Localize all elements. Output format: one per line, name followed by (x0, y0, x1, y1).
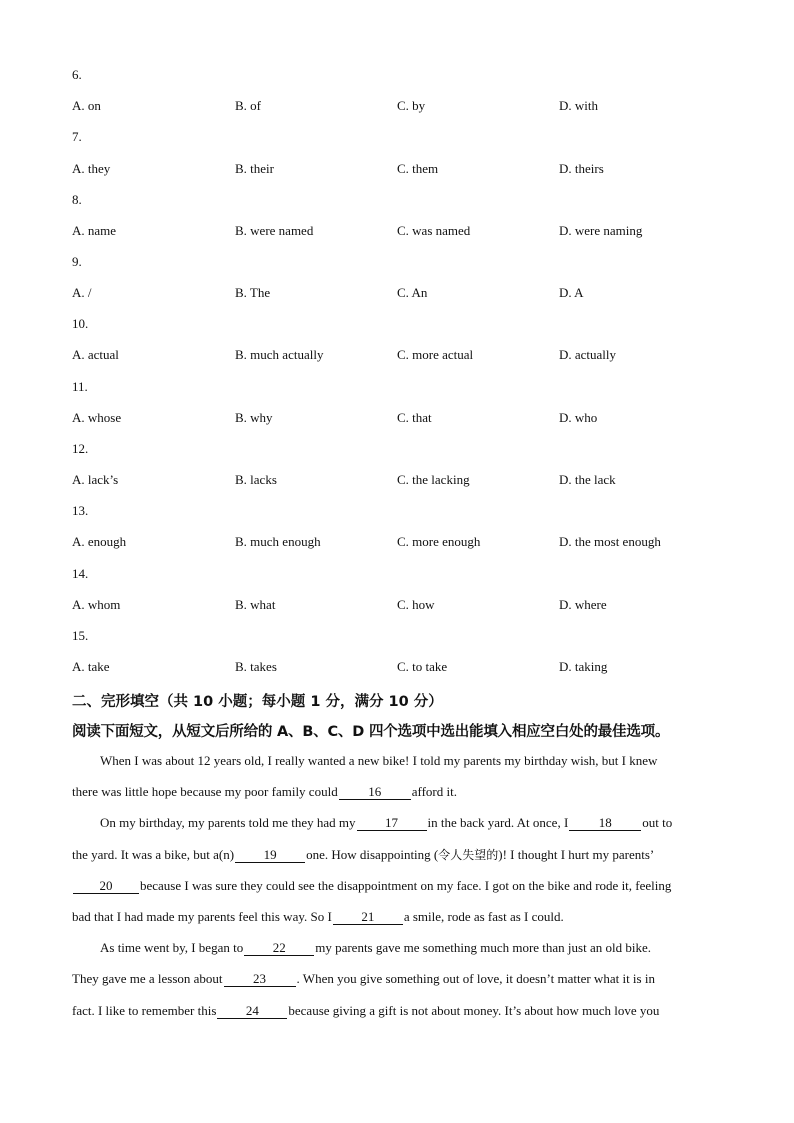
option-b: B. were named (235, 223, 314, 238)
passage-line (72, 970, 655, 988)
option-b: B. takes (235, 659, 277, 674)
passage-line (72, 783, 457, 801)
option-a: A. on (72, 98, 101, 113)
option-b: B. why (235, 410, 273, 425)
passage-text: one. How disappointing ( (306, 847, 439, 862)
option-d: D. were naming (559, 223, 643, 238)
option-c: C. them (397, 161, 439, 176)
option-b: B. The (235, 285, 271, 300)
option-row (72, 285, 732, 301)
option-a: A. take (72, 659, 110, 674)
option-c: C. that (397, 410, 432, 425)
section-instruction: 阅读下面短文，从短文后所给的 A、B、C、D 四个选项中选出能填入相应空白处的最佳选项。 (72, 724, 670, 740)
passage-text: As time went by, I began to (100, 940, 244, 955)
option-a: A. name (72, 223, 117, 238)
option-d: D. taking (559, 659, 608, 674)
option-row (72, 472, 732, 488)
passage-text: When I was about 12 years old, I really wanted a new bike! I told my parents my birthday wish, but I knew (100, 753, 658, 768)
passage-text: On my birthday, my parents told me they had my (100, 815, 356, 830)
option-b: B. lacks (235, 472, 277, 487)
question-number: 6. (72, 67, 82, 82)
blank-20[interactable]: 20 (73, 878, 139, 894)
passage-line (72, 846, 654, 864)
passage-text: fact. I like to remember this (72, 1003, 217, 1018)
question-number: 8. (72, 192, 82, 207)
passage-text: because giving a gift is not about money. It’s about how much love you (288, 1003, 660, 1018)
option-a: A. they (72, 161, 111, 176)
passage-text: )! I thought I hurt my parents’ (498, 847, 655, 862)
option-c: C. was named (397, 223, 471, 238)
passage-line (100, 752, 657, 770)
option-c: C. the lacking (397, 472, 470, 487)
option-a: A. actual (72, 347, 119, 362)
option-row (72, 161, 732, 177)
passage-text: out to (642, 815, 673, 830)
option-c: C. more actual (397, 347, 474, 362)
passage-text: a smile, rode as fast as I could. (403, 909, 564, 924)
passage-text: there was little hope because my poor family could (72, 784, 338, 799)
option-row (72, 659, 732, 675)
blank-17[interactable]: 17 (357, 815, 427, 831)
option-c: C. by (397, 98, 426, 113)
option-c: C. An (397, 285, 428, 300)
option-a: A. / (72, 285, 92, 300)
passage-text: afford it. (411, 784, 457, 799)
option-b: B. much enough (235, 534, 321, 549)
question-number: 12. (72, 441, 89, 456)
blank-23[interactable]: 23 (224, 971, 296, 987)
passage-text: They gave me a lesson about (72, 971, 223, 986)
question-number: 7. (72, 129, 82, 144)
question-number: 13. (72, 503, 89, 518)
question-number: 10. (72, 316, 89, 331)
option-b: B. their (235, 161, 274, 176)
option-row (72, 534, 732, 550)
option-d: D. who (559, 410, 598, 425)
section-title: 二、完形填空（共 10 小题；每小题 1 分，满分 10 分） (72, 694, 443, 710)
blank-19[interactable]: 19 (235, 847, 305, 863)
passage-text: the yard. It was a bike, but a(n) (72, 847, 235, 862)
option-d: D. A (559, 285, 584, 300)
question-number: 14. (72, 566, 89, 581)
passage-text: my parents gave me something much more than just an old bike. (315, 940, 651, 955)
passage-line (72, 877, 671, 895)
option-b: B. much actually (235, 347, 324, 362)
blank-18[interactable]: 18 (569, 815, 641, 831)
blank-16[interactable]: 16 (339, 784, 411, 800)
option-a: A. whom (72, 597, 121, 612)
passage-text: bad that I had made my parents feel this way. So I (72, 909, 332, 924)
passage-text: in the back yard. At once, I (427, 815, 569, 830)
passage-cjk-gloss: 令人失望的 (438, 848, 499, 862)
option-row (72, 410, 732, 426)
option-d: D. the lack (559, 472, 616, 487)
option-c: C. how (397, 597, 435, 612)
blank-21[interactable]: 21 (333, 909, 403, 925)
question-number: 15. (72, 628, 89, 643)
option-row (72, 98, 732, 114)
option-row (72, 223, 732, 239)
question-number: 11. (72, 379, 88, 394)
option-a: A. whose (72, 410, 122, 425)
option-b: B. of (235, 98, 261, 113)
passage-line (100, 814, 672, 832)
option-d: D. the most enough (559, 534, 661, 549)
option-a: A. enough (72, 534, 127, 549)
option-d: D. where (559, 597, 607, 612)
blank-24[interactable]: 24 (217, 1003, 287, 1019)
option-c: C. to take (397, 659, 448, 674)
blank-22[interactable]: 22 (244, 940, 314, 956)
passage-line (72, 908, 564, 926)
option-b: B. what (235, 597, 276, 612)
passage-text: because I was sure they could see the disappointment on my face. I got on the bike and rode it, feeling (140, 878, 672, 893)
option-d: D. actually (559, 347, 617, 362)
option-a: A. lack’s (72, 472, 119, 487)
option-row (72, 597, 732, 613)
option-c: C. more enough (397, 534, 481, 549)
option-d: D. theirs (559, 161, 604, 176)
question-number: 9. (72, 254, 82, 269)
passage-line (72, 1002, 659, 1020)
passage-text: . When you give something out of love, it doesn’t matter what it is in (296, 971, 655, 986)
passage-line (100, 939, 651, 957)
option-row (72, 347, 732, 363)
option-d: D. with (559, 98, 598, 113)
